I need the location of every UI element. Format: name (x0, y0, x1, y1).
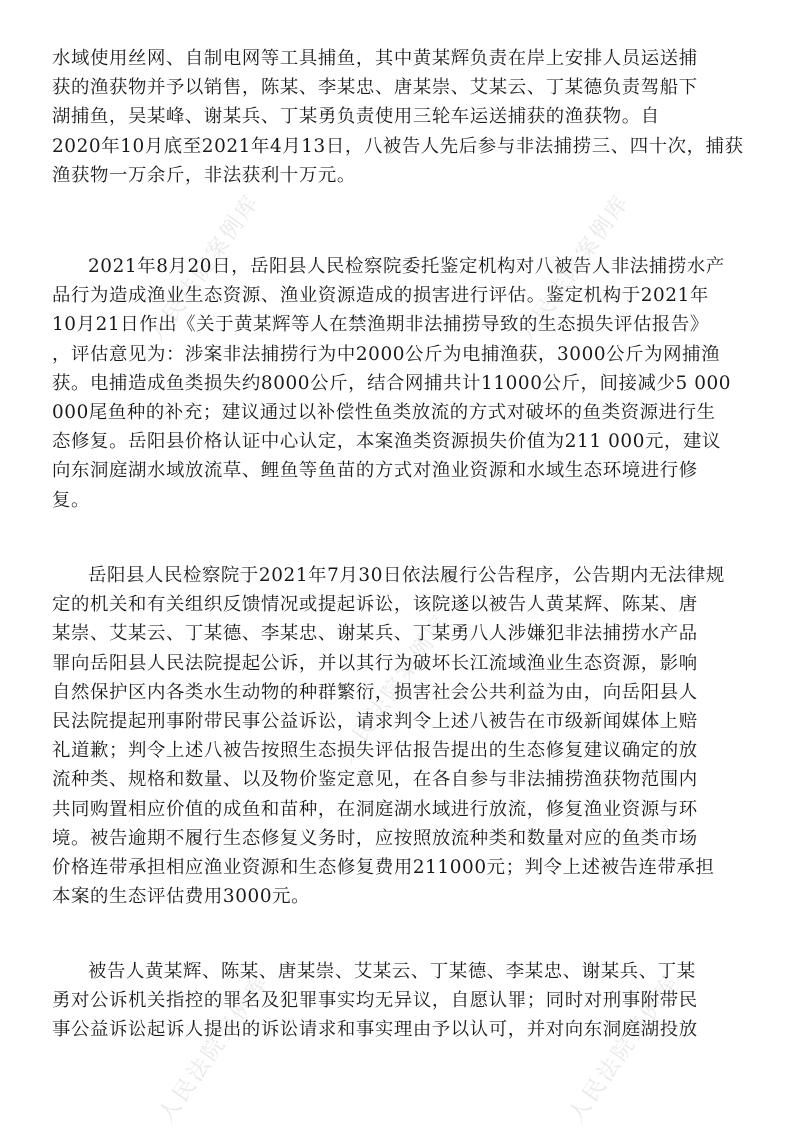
text-line: 态修复。岳阳县价格认证中心认定，本案渔类资源损失价值为211 000元，建议 (52, 431, 721, 453)
text-line: 事公益诉讼起诉人提出的诉讼请求和事实理由予以认可，并对向东洞庭湖投放 (52, 1019, 698, 1041)
text-line: 某崇、艾某云、丁某德、李某忠、谢某兵、丁某勇八人涉嫌犯非法捕捞水产品 (52, 623, 698, 645)
text-line: 本案的生态评估费用3000元。 (52, 886, 311, 908)
text-line: 共同购置相应价值的成鱼和苗种，在洞庭湖水域进行放流，修复渔业资源与环 (52, 798, 698, 820)
paragraph-4 (52, 957, 742, 1045)
text-line: 价格连带承担相应渔业资源和生态修复费用211000元；判令上述被告连带承担 (52, 856, 715, 878)
text-line: 获的渔获物并予以销售，陈某、李某忠、唐某崇、艾某云、丁某德负责驾船下 (52, 77, 698, 99)
text-line: 2021年8月20日，岳阳县人民检察院委托鉴定机构对八被告人非法捕捞水产 (88, 256, 725, 277)
text-line: 10月21日作出《关于黄某辉等人在禁渔期非法捕捞导致的生态损失评估报告》 (52, 314, 709, 336)
text-line: 品行为造成渔业生态资源、渔业资源造成的损害进行评估。鉴定机构于2021年 (52, 285, 709, 307)
watermark: 人民法院案例库 (334, 609, 455, 768)
text-line: 礼道歉；判令上述八被告按照生态损失评估报告提出的生态修复建议确定的放 (52, 740, 698, 762)
watermark: 人民法院案例库 (144, 189, 265, 348)
text-line: 000尾鱼种的补充；建议通过以补偿性鱼类放流的方式对破坏的鱼类资源进行生 (52, 401, 716, 423)
text-line: 罪向岳阳县人民法院提起公诉，并以其行为破坏长江流域渔业生态资源，影响 (52, 652, 698, 674)
text-line: 境。被告逾期不履行生态修复义务时，应按照放流种类和数量对应的鱼类市场 (52, 827, 698, 849)
text-line: 复。 (52, 489, 90, 511)
text-line: 民法院提起刑事附带民事公益诉讼，请求判令上述八被告在市级新闻媒体上赔 (52, 710, 698, 732)
paragraph-2 (52, 252, 742, 515)
text-line: 定的机关和有关组织反馈情况或提起诉讼，该院遂以被告人黄某辉、陈某、唐 (52, 594, 698, 616)
text-line: 获。电捕造成鱼类损失约8000公斤，结合网捕共计11000公斤，间接减少5 000 (52, 372, 732, 394)
text-line: 被告人黄某辉、陈某、唐某崇、艾某云、丁某德、李某忠、谢某兵、丁某 (88, 961, 696, 982)
text-line: ，评估意见为：涉案非法捕捞行为中2000公斤为电捕渔获，3000公斤为网捕渔 (52, 343, 721, 365)
text-line: 湖捕鱼，吴某峰、谢某兵、丁某勇负责使用三轮车运送捕获的渔获物。自 (52, 106, 660, 128)
paragraph-3 (52, 561, 742, 911)
paragraph-1 (52, 44, 742, 190)
watermark: 人民法院案例库 (564, 969, 685, 1128)
text-line: 自然保护区内各类水生动物的种群繁衍，损害社会公共利益为由，向岳阳县人 (52, 681, 698, 703)
text-line: 岳阳县人民检察院于2021年7月30日依法履行公告程序，公告期内无法律规 (88, 565, 725, 586)
watermark: 人民法院案例库 (514, 189, 635, 348)
text-line: 水域使用丝网、自制电网等工具捕鱼，其中黄某辉负责在岸上安排人员运送捕 (52, 48, 698, 69)
text-line: 向东洞庭湖水域放流草、鲤鱼等鱼苗的方式对渔业资源和水域生态环境进行修 (52, 460, 698, 482)
text-line: 勇对公诉机关指控的罪名及犯罪事实均无异议，自愿认罪；同时对刑事附带民 (52, 990, 698, 1012)
text-line: 流种类、规格和数量、以及物价鉴定意见，在各自参与非法捕捞渔获物范围内 (52, 769, 698, 791)
text-line: 渔获物一万余斤，非法获利十万元。 (52, 164, 356, 186)
watermark: 人民法院案例库 (154, 969, 275, 1128)
text-line: 2020年10月底至2021年4月13日，八被告人先后参与非法捕捞三、四十次，捕获 (52, 135, 744, 157)
